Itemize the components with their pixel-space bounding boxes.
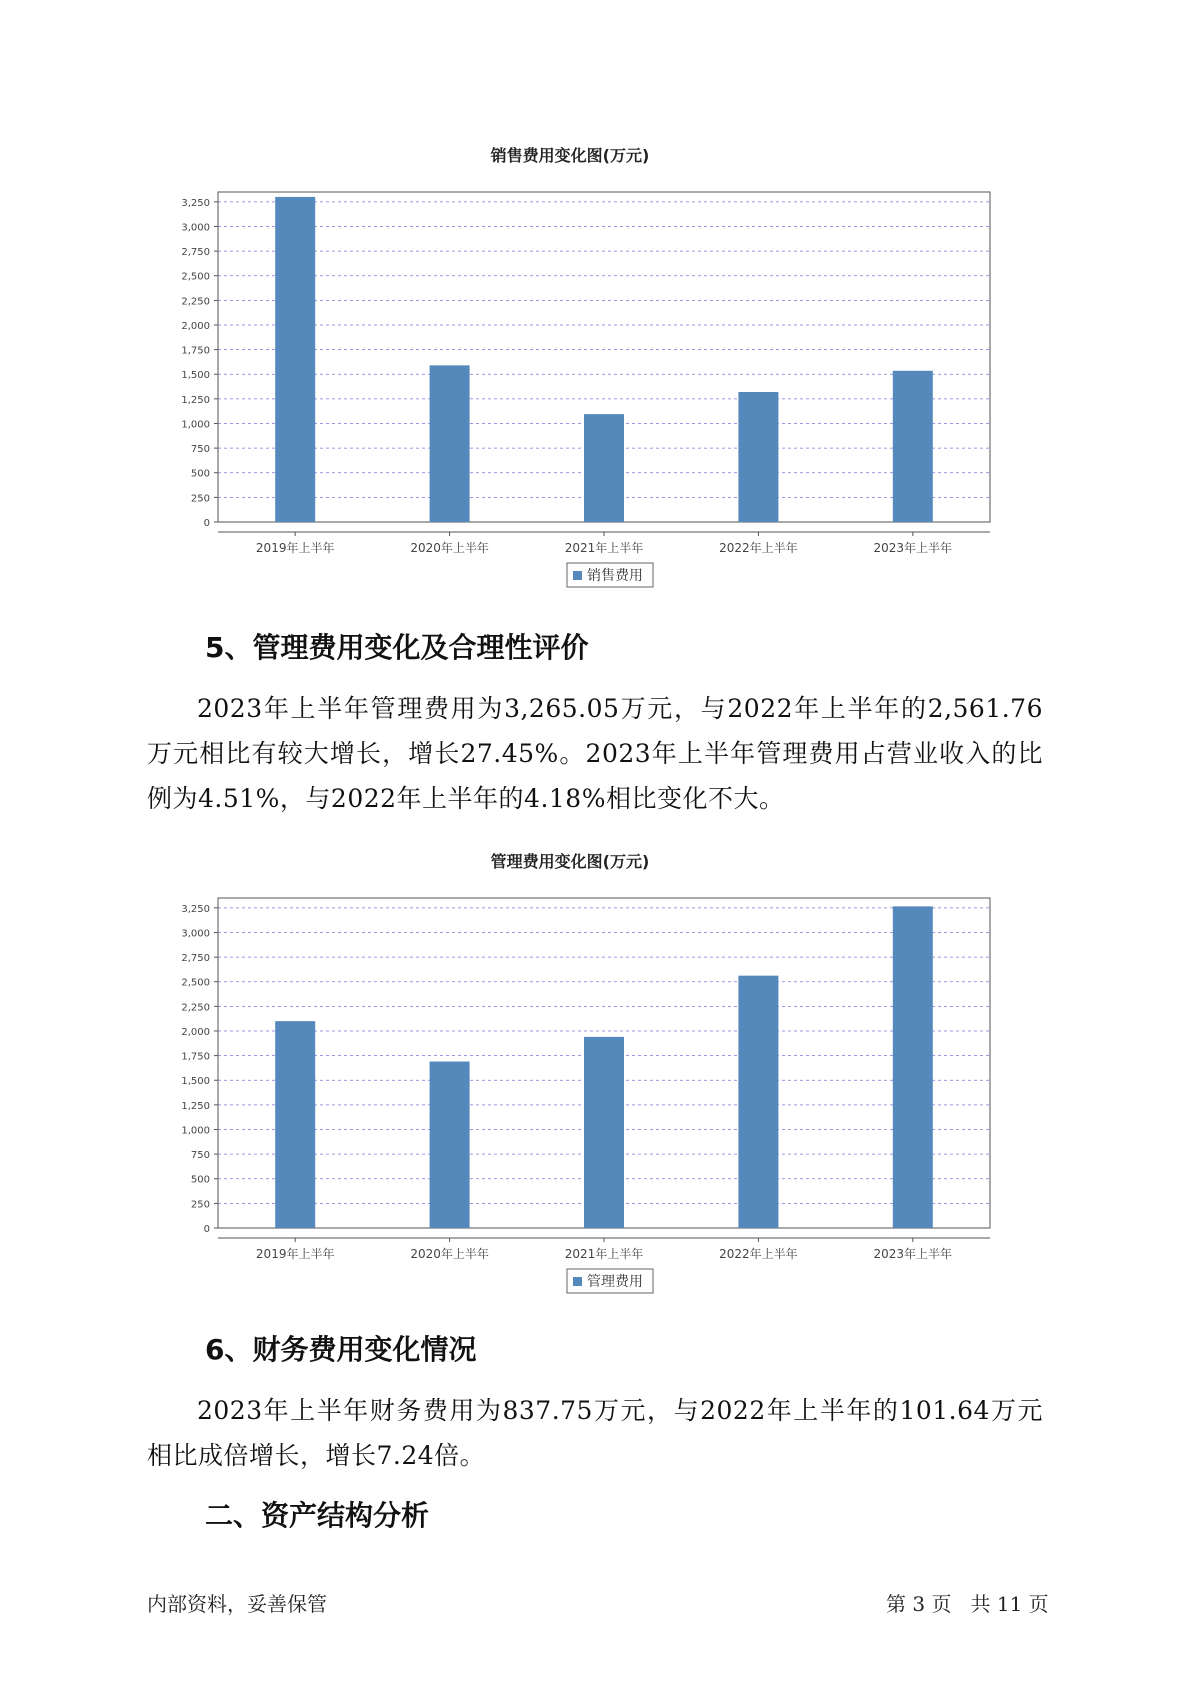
footer-page-number: 第 3 页 共 11 页 (886, 1592, 1049, 1616)
chart1-title: 销售费用变化图(万元) (490, 146, 650, 165)
legend-label: 管理费用 (587, 1274, 643, 1290)
y-tick-label: 2,500 (181, 977, 210, 989)
y-tick-label: 2,750 (181, 953, 210, 965)
bar (275, 1021, 315, 1228)
legend-swatch (573, 1277, 582, 1286)
y-tick-label: 3,000 (181, 928, 210, 940)
section5-heading: 5、管理费用变化及合理性评价 (205, 631, 589, 664)
admin-expense-chart (150, 876, 1010, 1296)
legend-swatch (573, 571, 582, 580)
x-tick-label: 2022年上半年 (719, 541, 798, 555)
section6-heading: 6、财务费用变化情况 (205, 1333, 477, 1366)
y-tick-label: 1,500 (181, 370, 210, 382)
y-tick-label: 2,250 (181, 296, 210, 308)
x-tick-label: 2019年上半年 (255, 541, 335, 555)
bar (893, 906, 933, 1228)
x-tick-label: 2020年上半年 (410, 1247, 489, 1261)
x-tick-label: 2022年上半年 (719, 1247, 798, 1261)
chart2-title: 管理费用变化图(万元) (490, 852, 650, 871)
bar (738, 392, 778, 522)
x-tick-label: 2023年上半年 (873, 541, 953, 555)
bar (584, 1037, 624, 1228)
y-tick-label: 1,750 (181, 345, 210, 357)
legend (567, 563, 653, 587)
y-tick-label: 250 (190, 493, 210, 505)
y-tick-label: 1,000 (181, 419, 210, 431)
bar (584, 414, 624, 522)
legend-label: 销售费用 (587, 568, 643, 584)
bar (738, 976, 778, 1228)
y-tick-label: 250 (190, 1199, 210, 1211)
footer-confidential: 内部资料，妥善保管 (147, 1592, 327, 1616)
y-tick-label: 0 (203, 518, 210, 529)
y-tick-label: 1,250 (181, 394, 210, 406)
bar (430, 1062, 470, 1228)
y-tick-label: 2,500 (181, 271, 210, 283)
y-tick-label: 1,500 (181, 1076, 210, 1088)
y-tick-label: 1,750 (181, 1051, 210, 1063)
x-tick-label: 2023年上半年 (873, 1247, 953, 1261)
x-tick-label: 2019年上半年 (255, 1247, 335, 1261)
y-tick-label: 2,000 (181, 1026, 210, 1038)
y-tick-label: 1,250 (181, 1100, 210, 1112)
y-tick-label: 3,250 (181, 197, 210, 209)
bar (430, 365, 470, 522)
sales-expense-chart (150, 170, 1010, 590)
y-tick-label: 0 (203, 1224, 210, 1235)
y-tick-label: 500 (190, 468, 210, 480)
bar (275, 197, 315, 522)
x-tick-label: 2020年上半年 (410, 541, 489, 555)
y-tick-label: 750 (190, 1150, 210, 1162)
y-tick-label: 2,250 (181, 1002, 210, 1014)
section-asset-structure-heading: 二、资产结构分析 (205, 1499, 430, 1532)
y-tick-label: 2,000 (181, 320, 210, 332)
y-tick-label: 500 (190, 1174, 210, 1186)
section5-paragraph: 2023年上半年管理费用为3,265.05万元，与2022年上半年的2,561.76万元相比有较大增长，增长27.45%。2023年上半年管理费用占营业收入的比例为4.51%，与2022年上半年的4.18%相比变化不大。 (147, 694, 1043, 813)
y-tick-label: 3,250 (181, 903, 210, 915)
y-tick-label: 2,750 (181, 247, 210, 259)
y-tick-label: 750 (190, 444, 210, 456)
y-tick-label: 1,000 (181, 1125, 210, 1137)
x-tick-label: 2021年上半年 (564, 1247, 644, 1261)
section6-paragraph: 2023年上半年财务费用为837.75万元，与2022年上半年的101.64万元相比成倍增长，增长7.24倍。 (147, 1396, 1043, 1470)
bar (893, 371, 933, 522)
x-tick-label: 2021年上半年 (564, 541, 644, 555)
legend (567, 1269, 653, 1293)
y-tick-label: 3,000 (181, 222, 210, 234)
